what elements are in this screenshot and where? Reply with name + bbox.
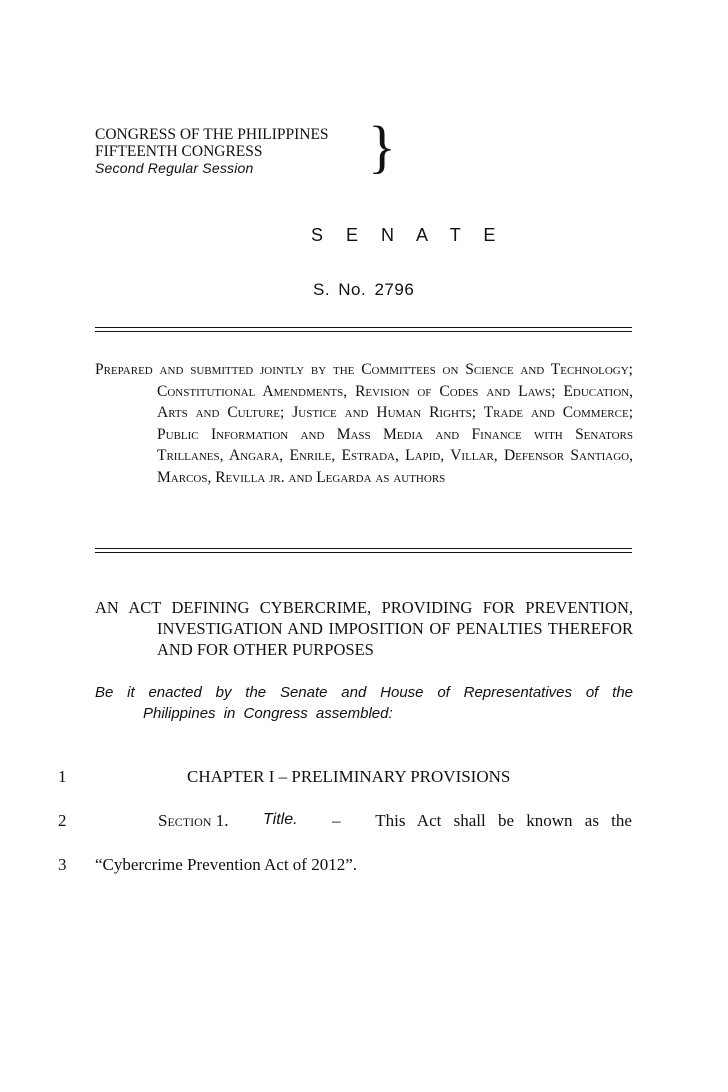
section-dash: – [332,811,341,830]
chamber-title: S E N A T E [311,225,505,245]
act-short-title: “Cybercrime Prevention Act of 2012”. [95,855,358,874]
congress-number-line: FIFTEENTH CONGRESS [95,143,263,160]
prepared-by-paragraph: Prepared and submitted jointly by the Committees on Science and Technology; Constitutional Amendments, Revision of Codes and Laws; Education, Arts and Culture; Justice and Human Rights; Trade and Commerce; Public Information and Mass Media and Finance with Senators Trillanes, Angara, Enrile, Estrada, Lapid, Villar, Defensor Santiago, Marcos, Revilla jr. and Legarda as authors [95,361,633,486]
act-title: AN ACT DEFINING CYBERCRIME, PROVIDING FOR PREVENTION, INVESTIGATION AND IMPOSITION OF PENALTIES THEREFOR AND FOR OTHER PURPOSES [95,598,633,659]
section-label: Section 1. [158,811,229,830]
session-line: Second Regular Session [95,160,254,176]
bill-number: S. No. 2796 [313,280,415,299]
top-double-rule [95,327,632,332]
line-number: 3 [58,855,67,874]
document-header [95,126,329,177]
section-line [158,811,632,831]
chapter-heading: CHAPTER I – PRELIMINARY PROVISIONS [187,767,511,786]
line-number: 1 [58,767,67,786]
section-title: Title. [263,811,298,828]
section-text: This Act shall be known as the [375,811,632,830]
enacting-clause: Be it enacted by the Senate and House of Representatives of the Philippines in Congress assembled: [95,684,633,722]
bottom-double-rule [95,548,632,553]
line-number: 2 [58,811,67,830]
header-brace: } [368,114,396,179]
congress-line: CONGRESS OF THE PHILIPPINES [95,126,329,143]
